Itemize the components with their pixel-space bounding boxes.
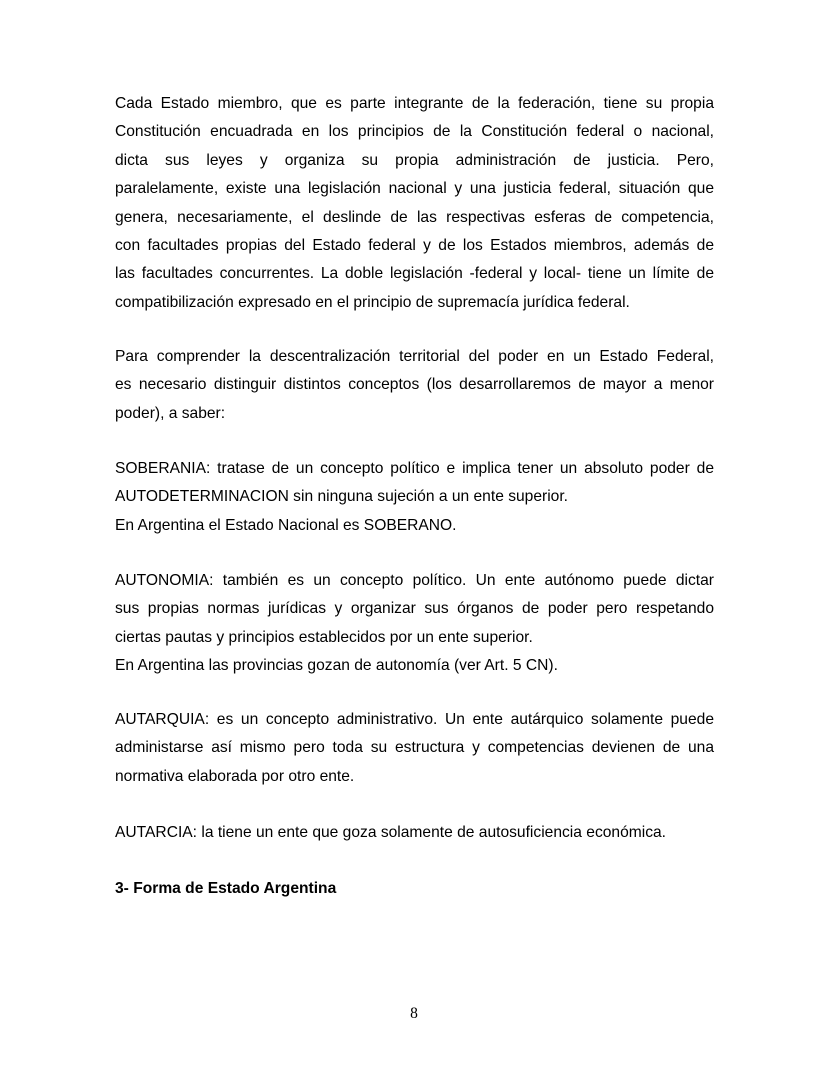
text-line: paralelamente, existe una legislación nacional y una justicia federal, situación que [115,180,714,198]
text-line: Cada Estado miembro, que es parte integrante de la federación, tiene su propia [115,95,714,112]
text-line: con facultades propias del Estado federal y de los Estados miembros, además de [115,237,714,255]
text-line: poder), a saber: [115,404,226,422]
text-line: las facultades concurrentes. La doble legislación -federal y local- tiene un límite de [115,265,714,283]
paragraph-autonomia [115,567,714,681]
text-line: sus propias normas jurídicas y organizar sus órganos de poder pero respetando [115,600,714,618]
text-line: dicta sus leyes y organiza su propia administración de justicia. Pero, [115,151,714,169]
text-line: compatibilización expresado en el principio de supremacía jurídica federal. [115,293,630,311]
paragraph-decentralization [115,343,714,428]
text-line: ciertas pautas y principios establecidos por un ente superior. [115,628,533,646]
paragraph-autarquia [115,706,714,791]
text-line: AUTARCIA: la tiene un ente que goza solamente de autosuficiencia económica. [115,824,667,841]
text-line: AUTARQUIA: es un concepto administrativo. Un ente autárquico solamente puede [115,711,714,728]
text-line: administarse así mismo pero toda su estructura y competencias devienen de una [115,739,714,757]
paragraph-autarcia [115,819,714,847]
text-line: SOBERANIA: tratase de un concepto político e implica tener un absoluto poder de [115,460,714,477]
text-line: En Argentina las provincias gozan de autonomía (ver Art. 5 CN). [115,657,558,675]
text-line: Constitución encuadrada en los principios de la Constitución federal o nacional, [115,123,714,141]
paragraph-soberania [115,455,714,540]
section-heading: 3- Forma de Estado Argentina [115,880,337,897]
text-line: En Argentina el Estado Nacional es SOBERANO. [115,516,457,534]
text-line: es necesario distinguir distintos conceptos (los desarrollaremos de mayor a menor [115,376,714,394]
paragraph-federal-states [115,90,714,317]
text-line: normativa elaborada por otro ente. [115,767,355,785]
text-line: genera, necesariamente, el deslinde de las respectivas esferas de competencia, [115,208,714,226]
text-line: AUTONOMIA: también es un concepto político. Un ente autónomo puede dictar [115,572,714,589]
text-line: Para comprender la descentralización territorial del poder en un Estado Federal, [115,348,714,365]
page-number: 8 [410,1005,418,1022]
text-line: AUTODETERMINACION sin ninguna sujeción a un ente superior. [115,488,569,506]
